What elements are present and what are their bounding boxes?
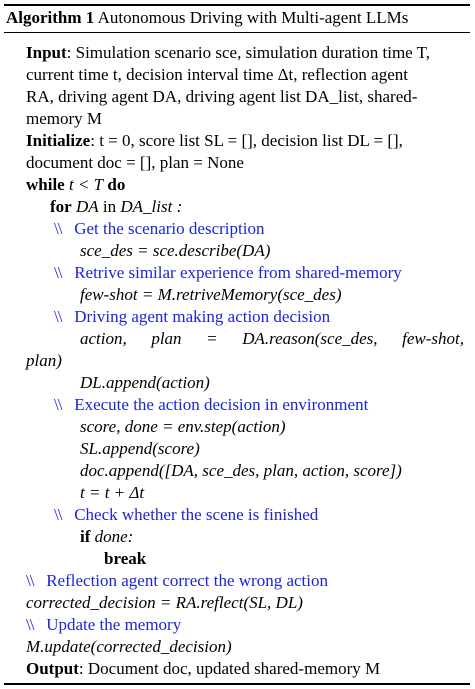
do-keyword: do: [107, 175, 126, 194]
input-text-1: : Simulation scenario sce, simulation duration time T,: [66, 43, 431, 62]
code-reflect: corrected_decision = RA.reflect(SL, DL): [26, 593, 303, 612]
code-env-step: score, done = env.step(action): [80, 417, 286, 436]
input-line-3: RA, driving agent DA, driving agent list DA_list, shared-: [26, 87, 418, 106]
code-reason-part-2: plan): [26, 351, 62, 370]
comment-update-memory: [26, 614, 464, 635]
output-text: : Document doc, updated shared-memory M: [78, 659, 381, 678]
top-rule: [4, 4, 470, 6]
code-memory-update: M.update(corrected_decision): [26, 637, 232, 656]
comment-check-finished: [54, 504, 464, 525]
comment-text: Update the memory: [46, 615, 182, 634]
output-keyword: Output: [26, 659, 79, 678]
comment-retrieve-experience: [54, 262, 464, 283]
algorithm-box: [4, 4, 470, 685]
comment-marker: \\: [26, 571, 34, 590]
algorithm-caption: [6, 8, 408, 28]
code-describe: sce_des = sce.describe(DA): [80, 241, 271, 260]
comment-marker: \\: [54, 505, 62, 524]
caption-rule: [4, 32, 470, 33]
comment-text: Retrive similar experience from shared-memory: [74, 263, 402, 282]
if-condition: done:: [94, 527, 134, 546]
while-keyword: while: [26, 175, 65, 194]
comment-marker: \\: [54, 263, 62, 282]
comment-execute-action: [54, 394, 464, 415]
comment-text: Driving agent making action decision: [74, 307, 331, 326]
if-keyword: if: [80, 527, 91, 546]
code-time-increment: t = t + Δt: [80, 483, 145, 502]
for-line: [50, 196, 464, 217]
comment-text: Reflection agent correct the wrong action: [46, 571, 328, 590]
output-line: [26, 658, 464, 679]
input-line-4: memory M: [26, 109, 103, 128]
initialize-keyword: Initialize: [26, 131, 91, 150]
code-dl-append: DL.append(action): [80, 373, 210, 392]
code-reason-part-1: action, plan = DA.reason(sce_des, few-shot,: [80, 329, 464, 348]
comment-marker: \\: [26, 615, 34, 634]
input-line-1: [26, 42, 464, 63]
comment-text: Check whether the scene is finished: [74, 505, 319, 524]
algorithm-title: Autonomous Driving with Multi-agent LLMs: [97, 8, 409, 27]
code-sl-append: SL.append(score): [80, 439, 200, 458]
for-list: DA_list :: [120, 197, 183, 216]
comment-action-decision: [54, 306, 464, 327]
input-line-2: current time t, decision interval time Δt, reflection agent: [26, 65, 408, 84]
for-keyword: for: [50, 197, 72, 216]
initialize-line-1: [26, 130, 464, 151]
bottom-rule: [4, 683, 470, 685]
if-line: [80, 526, 464, 547]
comment-text: Execute the action decision in environment: [74, 395, 369, 414]
comment-marker: \\: [54, 395, 62, 414]
in-keyword: in: [102, 197, 117, 216]
for-variable: DA: [75, 197, 99, 216]
while-line: [26, 174, 464, 195]
comment-scenario-description: [54, 218, 464, 239]
while-condition: t < T: [68, 175, 104, 194]
break-keyword: break: [104, 549, 147, 568]
comment-marker: \\: [54, 307, 62, 326]
initialize-text-1: : t = 0, score list SL = [], decision list DL = [],: [90, 131, 403, 150]
comment-reflection-agent: [26, 570, 464, 591]
comment-text: Get the scenario description: [74, 219, 265, 238]
code-retrive-memory: few-shot = M.retriveMemory(sce_des): [80, 285, 342, 304]
comment-marker: \\: [54, 219, 62, 238]
initialize-line-2: document doc = [], plan = None: [26, 153, 244, 172]
code-doc-append: doc.append([DA, sce_des, plan, action, score]): [80, 461, 402, 480]
input-keyword: Input: [26, 43, 67, 62]
algorithm-label: Algorithm 1: [6, 8, 95, 27]
